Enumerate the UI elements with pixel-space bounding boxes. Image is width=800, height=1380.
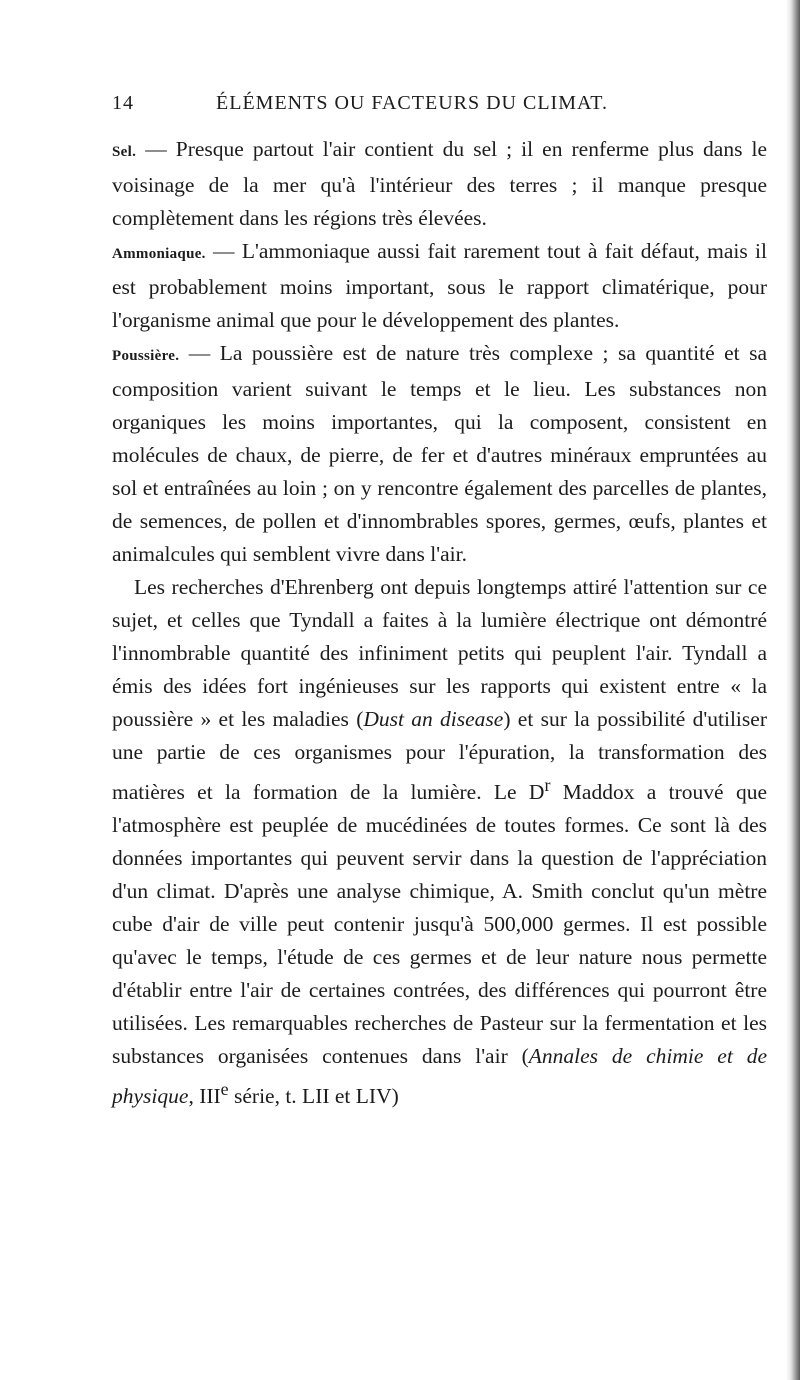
superscript-e: e [220,1079,229,1100]
paragraph-recherches [112,571,767,1113]
citation-dust-disease: Dust an disease [363,707,504,731]
recherches-text-1: Les recherches d'Ehrenberg ont depuis longtemps attiré l'attention sur ce sujet, et celles que Tyndall a faites à la lumière électrique ont démontré l'innombrable quantité des infiniment petits qui peuplent l'air. Tyndall a émis des idées fort ingénieuses sur les rapports qui existent entre « la poussière » et les maladies ( [112,575,767,731]
side-heading-ammoniaque: Ammoniaque. [112,246,206,262]
page-edge-shadow [786,0,800,1380]
citation-annales: Annales de chimie et de physique [112,1044,767,1109]
running-title: ÉLÉMENTS OU FACTEURS DU CLIMAT. [216,92,608,114]
side-heading-sel: Sel. [112,144,137,160]
body-text [112,133,767,1113]
recherches-text-2: ) et sur la possibilité d'utiliser une partie de ces organismes pour l'épuration, la transformation des matières et la formation de la lumière. Le D [112,707,767,805]
recherches-text-3: Maddox a trouvé que l'atmosphère est peuplée de mucédinées de toutes formes. Ce sont là des données importantes qui peuvent servir dans la question de l'appréciation d'un climat. D'après une analyse chimique, A. Smith conclut qu'un mètre cube d'air de ville peut contenir jusqu'à 500,000 germes. Il est possible qu'avec le temps, l'étude de ces germes et de leur nature nous permette d'établir entre l'air de certaines contrées, des différences qui pourront être utilisées. Les remarquables recherches de Pasteur sur la fermentation et les substances organisées contenues dans l'air ( [112,780,767,1069]
paragraph-poussiere [112,337,767,571]
paragraph-poussiere-text: — La poussière est de nature très complexe ; sa quantité et sa composition varient suivant le temps et le lieu. Les substances non organiques les moins importantes, qui la composent, consistent en molécules de chaux, de pierre, de fer et d'autres minéraux empruntées au sol et entraînées au loin ; on y rencontre également des parcelles de plantes, de semences, de pollen et d'innombrables spores, germes, œufs, plantes et animalcules qui semblent vivre dans l'air. [112,341,767,566]
paragraph-sel-text: — Presque partout l'air contient du sel ; il en renferme plus dans le voisinage de la mer qu'à l'intérieur des terres ; il manque presque complètement dans les régions très élevées. [112,137,768,230]
recherches-text-4: , III [188,1084,221,1109]
superscript-r: r [544,775,551,795]
paragraph-ammoniaque-text: — L'ammoniaque aussi fait rarement tout à fait défaut, mais il est probablement moins important, sous le rapport climatérique, pour l'organisme animal que pour le développement des plantes. [112,239,767,332]
page-number: 14 [112,92,134,114]
paragraph-sel [112,133,767,235]
paragraph-ammoniaque [112,235,767,337]
side-heading-poussiere: Poussière. [112,348,180,364]
recherches-text-5: série, t. LII et LIV) [228,1084,399,1109]
